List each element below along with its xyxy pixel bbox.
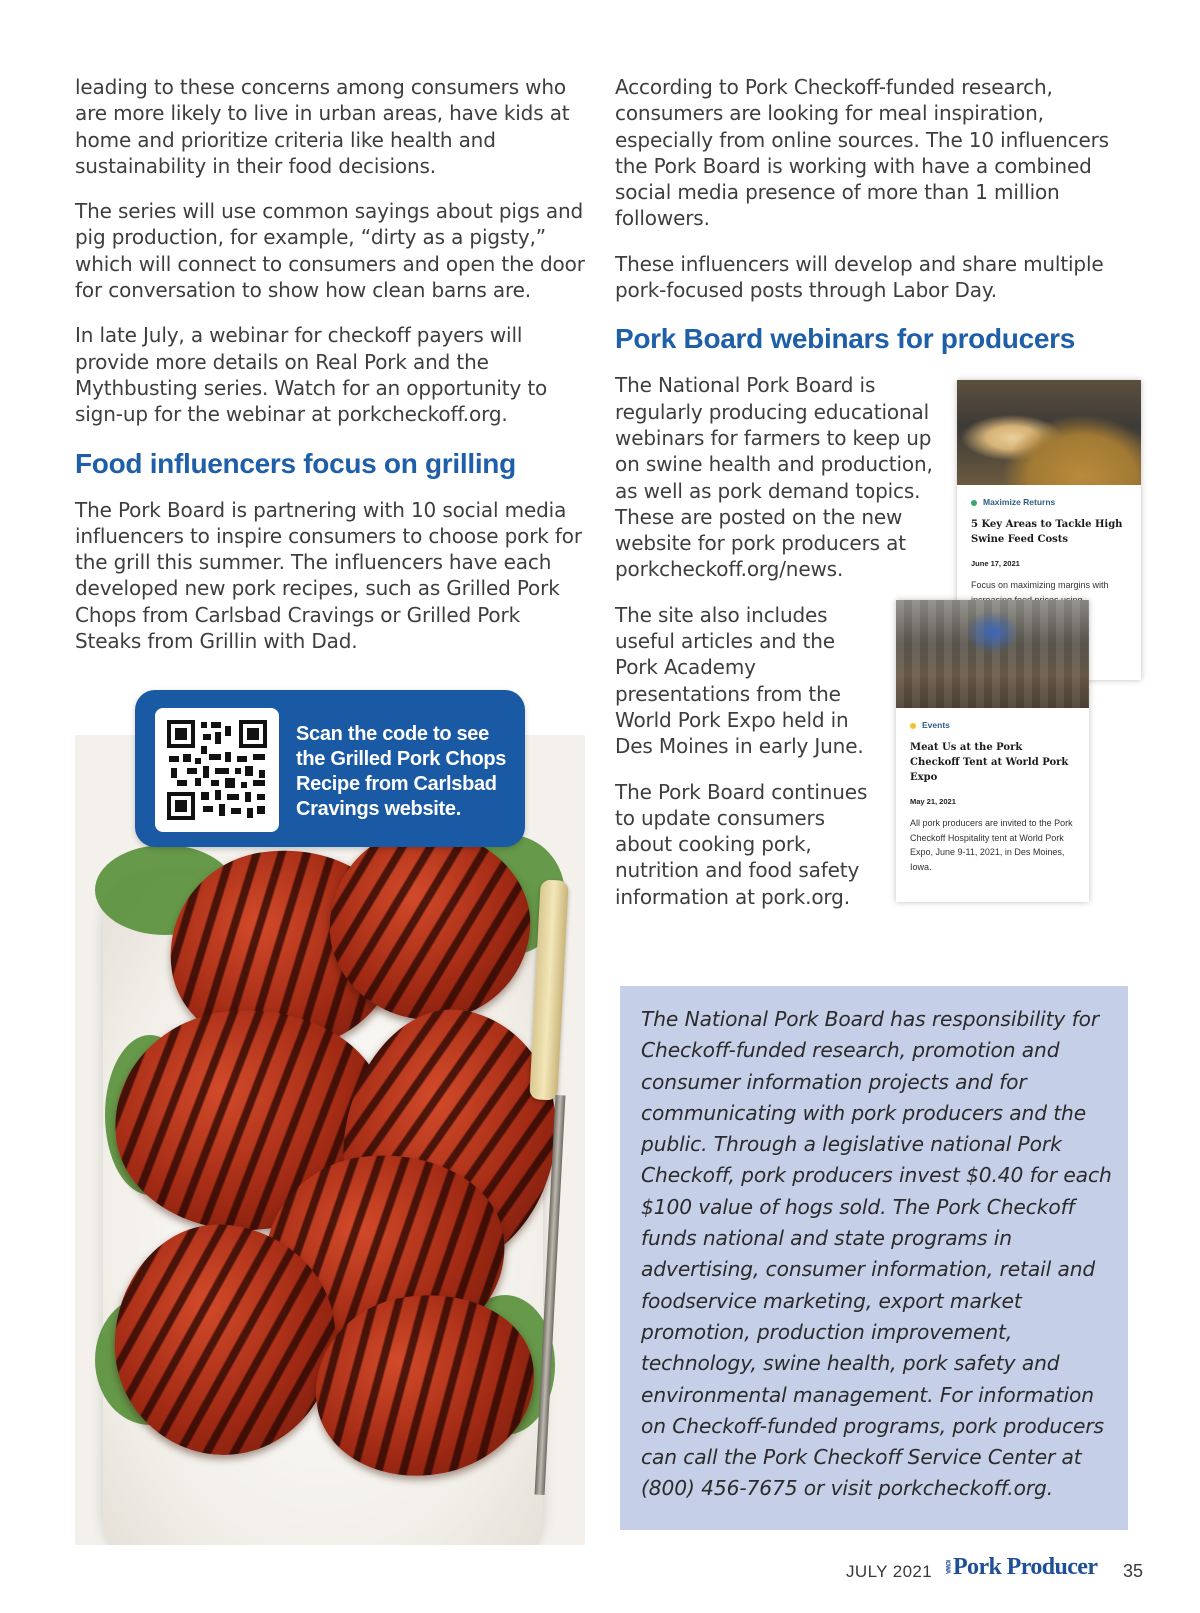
expo-tent-photo — [896, 600, 1089, 708]
issue-date: JULY 2021 — [846, 1562, 933, 1581]
feed-grain-photo — [957, 380, 1141, 485]
web-article-card[interactable] — [896, 600, 1089, 902]
logo-state-mark: IOWA — [944, 1560, 950, 1574]
page-number: 35 — [1123, 1561, 1144, 1581]
card-description: Focus on maximizing margins with — [971, 580, 1109, 590]
section-heading-food-influencers: Food influencers focus on grilling — [75, 447, 516, 479]
article-paragraph: In late July, a webinar for checkoff payers will provide more details on Real Pork and the Mythbusting series. Watch for an opportunity to sign-up for the webinar at porkcheckoff.org. — [75, 323, 548, 427]
category-dot-icon — [971, 500, 977, 506]
magazine-logo — [944, 1554, 1098, 1582]
info-box-text: The National Pork Board has responsibility for Checkoff-funded research, promotion and consumer information projects and for communicating with pork producers and the public. Through a legislative national Pork Checkoff, pork producers invest $0.40 for each $100 value of hogs sold. The Pork Checkoff funds national and state programs in advertising, consumer information, retail and foodservice marketing, export market promotion, production improvement, technology, swine health, pork safety and environmental management. For information on Checkoff-funded programs, pork producers can call the Pork Checkoff Service Center at (800) 456-7675 or visit porkcheckoff.org. — [641, 1007, 1112, 1501]
card-title: Meat Us at the Pork Checkoff Tent at World Pork Expo — [910, 742, 1069, 783]
qr-callout-text: Scan the code to see the Grilled Pork Chops Recipe from Carlsbad Cravings website. — [296, 723, 507, 820]
grilled-pork-chops-photo — [75, 735, 585, 1545]
card-title: 5 Key Areas to Tackle High Swine Feed Costs — [971, 519, 1123, 545]
article-paragraph: The National Pork Board is regularly producing educational webinars for farmers to keep up on swine health and production, as well as pork demand topics. These are posted on the new website for pork producers at porkcheckoff.org/news. — [615, 373, 933, 582]
logo-wordmark: Pork Producer — [953, 1554, 1098, 1580]
card-date: May 21, 2021 — [910, 797, 956, 806]
card-category: Maximize Returns — [971, 497, 1127, 507]
checkoff-info-box — [620, 986, 1128, 1530]
article-paragraph: leading to these concerns among consumers who are more likely to live in urban areas, have kids at home and prioritize criteria like health and sustainability in their food decisions. — [75, 75, 570, 178]
section-heading-pork-board-webinars: Pork Board webinars for producers — [615, 323, 1075, 355]
article-paragraph: The Pork Board is partnering with 10 social media influencers to inspire consumers to choose pork for the grill this summer. The influencers have each developed new pork recipes, such as Grilled Pork Chops from Carlsbad Cravings or Grilled Pork Steaks from Grillin with Dad. — [75, 497, 582, 654]
qr-code-icon — [165, 718, 269, 822]
article-paragraph: The series will use common sayings about pigs and pig production, for example, “dirty as a pigsty,” which will connect to consumers and open the door for conversation to show how clean barns are. — [75, 199, 585, 303]
category-dot-icon — [910, 723, 916, 729]
article-paragraph: According to Pork Checkoff-funded research, consumers are looking for meal inspiration, especially from online sources. The 10 influencers the Pork Board is working with have a combined social media presence of more than 1 million followers. — [615, 75, 1109, 231]
card-description: All pork producers are invited to the Pork Checkoff Hospitality tent at World Pork Expo, June 9-11, 2021, in Des Moines, Iowa. — [910, 818, 1073, 872]
card-category: Events — [910, 720, 1075, 730]
article-paragraph: These influencers will develop and share multiple pork-focused posts through Labor Day. — [615, 251, 1104, 303]
article-paragraph: The Pork Board continues to update consumers about cooking pork, nutrition and food safety information at pork.org. — [615, 779, 868, 909]
left-column — [75, 74, 590, 673]
article-paragraph: The site also includes useful articles and the Pork Academy presentations from the World Pork Expo held in Des Moines in early June. — [615, 602, 864, 759]
card-date: June 17, 2021 — [971, 559, 1020, 568]
qr-code-callout — [135, 690, 525, 847]
qr-code[interactable] — [155, 708, 279, 832]
